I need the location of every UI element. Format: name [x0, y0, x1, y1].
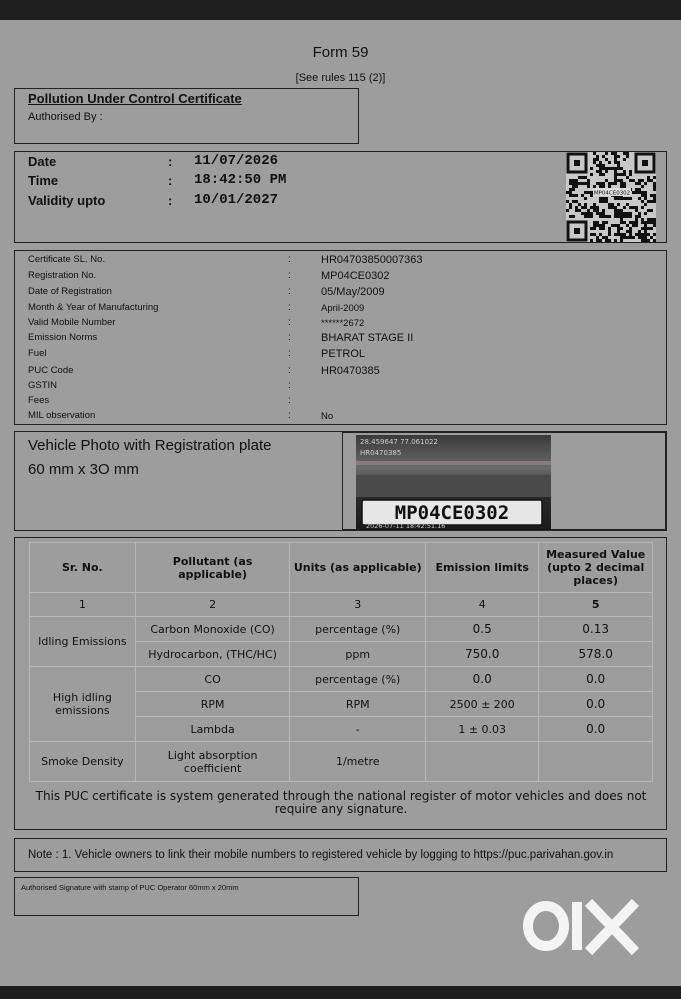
date-label: Date — [28, 154, 57, 169]
table-row — [30, 617, 653, 642]
idling-emissions-label: Idling Emissions — [30, 617, 136, 667]
unit-cell: RPM — [290, 692, 426, 717]
time-value: 18:42:50 PM — [194, 172, 287, 188]
pollutant-cell: Light absorption coefficient — [135, 742, 290, 782]
detail-colon: : — [288, 302, 291, 313]
pollutant-cell: CO — [135, 667, 290, 692]
unit-cell: percentage (%) — [290, 667, 426, 692]
header-limits: Emission limits — [426, 543, 539, 593]
detail-colon: : — [288, 395, 291, 406]
manufacturing-date: April-2009 — [321, 303, 365, 314]
header-pollutant: Pollutant (as applicable) — [135, 543, 290, 593]
vehicle-details-box — [14, 250, 667, 425]
pollutant-cell: Lambda — [135, 717, 290, 742]
form-title: Form 59 — [312, 44, 369, 61]
registration-number: MP04CE0302 — [321, 270, 390, 282]
mobile-link-note: Note : 1. Vehicle owners to link their mobile numbers to registered vehicle by logging to https://puc.parivahan.gov.in — [28, 849, 614, 861]
detail-label: Fees — [28, 395, 50, 406]
detail-label: Emission Norms — [28, 332, 98, 343]
measured-cell: 0.0 — [539, 717, 653, 742]
detail-colon: : — [288, 380, 291, 391]
detail-colon: : — [288, 410, 291, 421]
vehicle-photo — [356, 435, 551, 530]
certificate-page — [0, 20, 681, 986]
photo-overlay-code: HR0470385 — [360, 449, 402, 457]
emissions-table — [29, 542, 653, 782]
measured-cell: 0.13 — [539, 617, 653, 642]
signature-box — [14, 877, 359, 916]
note-box — [14, 838, 667, 872]
time-colon: : — [168, 173, 173, 188]
photo-label-line2: 60 mm x 3O mm — [28, 461, 139, 478]
detail-label: PUC Code — [28, 365, 74, 376]
validity-label: Validity upto — [28, 193, 106, 208]
emissions-box — [14, 537, 667, 830]
puc-title: Pollution Under Control Certificate — [28, 91, 242, 106]
form-rules: [See rules 115 (2)] — [295, 72, 386, 84]
table-header-row — [30, 543, 653, 593]
detail-colon: : — [288, 365, 291, 376]
column-number: 1 — [30, 593, 136, 617]
puc-code: HR0470385 — [321, 365, 380, 377]
unit-cell: 1/metre — [290, 742, 426, 782]
mobile-number: ******2672 — [321, 318, 365, 329]
photo-label — [28, 434, 271, 482]
photo-overlay-coords: 28.459647 77.061022 — [360, 438, 438, 446]
authorised-by: Authorised By : — [28, 111, 103, 123]
column-number: 2 — [135, 593, 290, 617]
limit-cell: 0.0 — [426, 667, 539, 692]
detail-label: Registration No. — [28, 270, 97, 281]
limit-cell: 750.0 — [426, 642, 539, 667]
date-colon: : — [168, 154, 173, 169]
number-plate-text: MP04CE0302 — [394, 502, 510, 524]
qr-code — [566, 152, 656, 242]
vehicle-photo-box — [14, 431, 667, 531]
detail-colon: : — [288, 332, 291, 343]
qr-center-text: MP04CE0302 — [593, 190, 631, 197]
certificate-number: HR04703850007363 — [321, 254, 423, 266]
column-number: 3 — [290, 593, 426, 617]
unit-cell: percentage (%) — [290, 617, 426, 642]
detail-colon: : — [288, 286, 291, 297]
emission-norms: BHARAT STAGE II — [321, 332, 414, 344]
smoke-density-label: Smoke Density — [30, 742, 136, 782]
detail-colon: : — [288, 270, 291, 281]
detail-colon: : — [288, 317, 291, 328]
measured-cell: 578.0 — [539, 642, 653, 667]
detail-label: Valid Mobile Number — [28, 317, 116, 328]
photo-overlay-timestamp: 2026-07-11 18:42:51.16 — [366, 522, 446, 530]
detail-label: Month & Year of Manufacturing — [28, 302, 159, 313]
puc-title-box — [14, 88, 359, 144]
photo-frame — [342, 432, 666, 530]
limit-cell: 2500 ± 200 — [426, 692, 539, 717]
olx-logo — [522, 898, 647, 960]
registration-date: 05/May/2009 — [321, 286, 385, 298]
signature-label: Authorised Signature with stamp of PUC Operator 60mm x 20mm — [21, 883, 239, 892]
detail-label: Fuel — [28, 348, 47, 359]
column-number: 4 — [426, 593, 539, 617]
validity-box — [14, 151, 667, 243]
limit-cell — [426, 742, 539, 782]
unit-cell: ppm — [290, 642, 426, 667]
system-generated-note: This PUC certificate is system generated through the national register of motor vehicles and does not require any signature. — [35, 789, 647, 816]
detail-colon: : — [288, 348, 291, 359]
time-label: Time — [28, 173, 59, 188]
measured-cell: 0.0 — [539, 692, 653, 717]
photo-label-line1: Vehicle Photo with Registration plate — [28, 437, 272, 454]
column-number-row — [30, 593, 653, 617]
header-measured: Measured Value (upto 2 decimal places) — [539, 543, 653, 593]
table-row — [30, 667, 653, 692]
fuel-type: PETROL — [321, 348, 366, 360]
validity-colon: : — [168, 193, 173, 208]
date-value: 11/07/2026 — [194, 153, 279, 169]
pollutant-cell: Carbon Monoxide (CO) — [135, 617, 290, 642]
detail-label: MIL observation — [28, 410, 96, 421]
detail-label: GSTIN — [28, 380, 58, 391]
mil-observation: No — [321, 411, 334, 422]
validity-value: 10/01/2027 — [194, 192, 279, 208]
detail-label: Certificate SL. No. — [28, 254, 106, 265]
detail-colon: : — [288, 254, 291, 265]
pollutant-cell: RPM — [135, 692, 290, 717]
limit-cell: 0.5 — [426, 617, 539, 642]
measured-cell — [539, 742, 653, 782]
high-idling-label: High idling emissions — [30, 667, 136, 742]
pollutant-cell: Hydrocarbon, (THC/HC) — [135, 642, 290, 667]
table-row — [30, 742, 653, 782]
column-number: 5 — [539, 593, 653, 617]
header-sr-no: Sr. No. — [30, 543, 136, 593]
measured-cell: 0.0 — [539, 667, 653, 692]
unit-cell: - — [290, 717, 426, 742]
detail-label: Date of Registration — [28, 286, 112, 297]
limit-cell: 1 ± 0.03 — [426, 717, 539, 742]
header-units: Units (as applicable) — [290, 543, 426, 593]
